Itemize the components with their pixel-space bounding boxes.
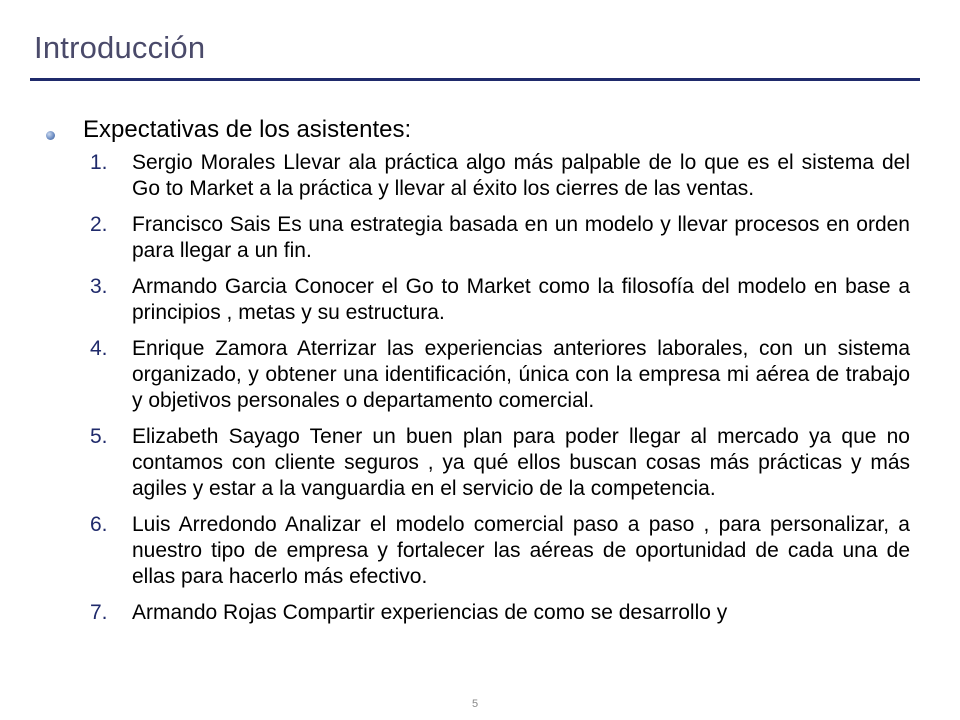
item-text: Elizabeth Sayago Tener un buen plan para poder llegar al mercado ya que no contamos con cliente seguros , ya qué ellos buscan cosas más prácticas y más agiles y estar a la vanguardia en el servicio de la competencia.	[132, 425, 910, 500]
item-number: 4.	[90, 337, 108, 360]
page-number: 5	[472, 698, 479, 710]
list-item	[90, 512, 910, 590]
list-item	[90, 600, 910, 626]
item-number: 7.	[90, 601, 108, 624]
list-item	[90, 212, 910, 264]
list-item	[90, 336, 910, 414]
section-heading: Expectativas de los asistentes:	[83, 116, 412, 143]
item-number: 6.	[90, 513, 108, 536]
list-item	[90, 274, 910, 326]
item-text: Sergio Morales Llevar ala práctica algo más palpable de lo que es el sistema del Go to Market a la práctica y llevar al éxito los cierres de las ventas.	[132, 151, 910, 200]
list-item	[90, 424, 910, 502]
item-text: Francisco Sais Es una estrategia basada en un modelo y llevar procesos en orden para llegar a un fin.	[132, 213, 910, 262]
list-item	[90, 150, 910, 202]
expectations-list	[90, 150, 910, 636]
item-text: Armando Garcia Conocer el Go to Market como la filosofía del modelo en base a principios , metas y su estructura.	[132, 275, 910, 324]
heading-row	[46, 116, 411, 144]
item-text: Enrique Zamora Aterrizar las experiencias anteriores laborales, con un sistema organizado, y obtener una identificación, única con la empresa mi aérea de trabajo y objetivos personales o departamento comercial.	[132, 337, 910, 412]
item-text: Armando Rojas Compartir experiencias de como se desarrollo y	[132, 601, 728, 624]
item-number: 1.	[90, 151, 108, 174]
title-divider	[30, 78, 920, 81]
slide-title: Introducción	[34, 30, 206, 65]
bullet-icon	[46, 131, 55, 140]
item-number: 2.	[90, 213, 108, 236]
item-text: Luis Arredondo Analizar el modelo comercial paso a paso , para personalizar, a nuestro tipo de empresa y fortalecer las aéreas de oportunidad de cada una de ellas para hacerlo más efectivo.	[132, 513, 910, 588]
item-number: 5.	[90, 425, 108, 448]
item-number: 3.	[90, 275, 108, 298]
